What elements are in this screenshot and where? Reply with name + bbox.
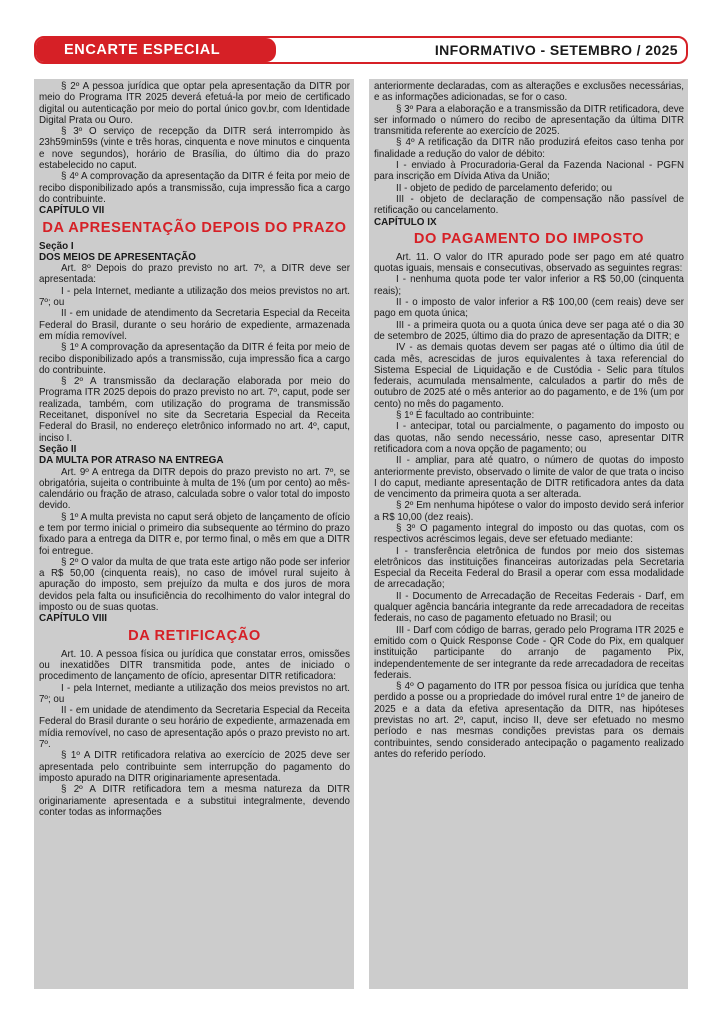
paragraph: II - Documento de Arrecadação de Receitas Federais - Darf, em qualquer agência bancária integrante da rede arrecadadora de receitas federais, no caso de pagamento efetuado no Brasil; ou bbox=[374, 590, 684, 625]
paragraph: Art. 9º A entrega da DITR depois do prazo previsto no art. 7º, se obrigatória, sujeita o contribuinte à multa de 1% (um por cento) ao mês-calendário ou fração de atraso, calculada sobre o valor total do imposto devido. bbox=[39, 466, 350, 512]
left-column bbox=[34, 79, 354, 989]
paragraph: III - objeto de declaração de compensação não passível de retificação ou cancelamento. bbox=[374, 193, 684, 217]
page-header bbox=[34, 36, 688, 64]
right-column bbox=[369, 79, 688, 989]
paragraph: § 2º A DITR retificadora tem a mesma natureza da DITR originariamente apresentada e a substitui integralmente, devendo conter todas as informações bbox=[39, 784, 350, 818]
paragraph: § 3º Para a elaboração e a transmissão da DITR retificadora, deve ser informado o número do recibo de apresentação da última DITR transmitida referente ao exercício de 2025. bbox=[374, 103, 685, 138]
paragraph: II - em unidade de atendimento da Secretaria Especial da Receita Federal do Brasil durante o seu horário de expediente, armazenada em mídia removível, no caso de apresentação após o prazo previsto no art. 7º. bbox=[39, 705, 350, 751]
paragraph: II - objeto de pedido de parcelamento deferido; ou bbox=[396, 182, 613, 194]
chapter-title: DA APRESENTAÇÃO DEPOIS DO PRAZO bbox=[42, 219, 347, 236]
paragraph: § 1º A comprovação da apresentação da DITR é feita por meio de recibo disponibilizado após a transmissão, cuja impressão fica a cargo do contribuinte. bbox=[39, 342, 350, 376]
paragraph: § 3º O pagamento integral do imposto ou das quotas, com os respectivos acréscimos legais, deve ser efetuado mediante: bbox=[374, 522, 684, 546]
paragraph: Art. 8º Depois do prazo previsto no art. 7º, a DITR deve ser apresentada: bbox=[39, 263, 350, 286]
section-heading: DA MULTA POR ATRASO NA ENTREGA bbox=[39, 455, 224, 467]
paragraph: § 4º O pagamento do ITR por pessoa física ou jurídica que tenha perdido a posse ou a propriedade do imóvel rural entre 1º de janeiro de 2025 e a data da efetiva apresentação da DITR, nas hipóteses previstas no art. 2º, caput, inciso II, deve ser efetuado no mesmo período e nas mesmas condições previstas para os demais contribuintes, sendo considerado antecipação o pagamento realizado antes do referido período. bbox=[374, 681, 684, 760]
paragraph: I - nenhuma quota pode ter valor inferior a R$ 50,00 (cinquenta reais); bbox=[374, 274, 684, 297]
paragraph: II - em unidade de atendimento da Secretaria Especial da Receita Federal do Brasil, durante o seu horário de expediente, armazenada em mídia removível. bbox=[39, 308, 350, 342]
chapter-heading: CAPÍTULO VIII bbox=[39, 613, 108, 625]
newsletter-title: INFORMATIVO - SETEMBRO / 2025 bbox=[434, 42, 678, 58]
paragraph: § 4º A retificação da DITR não produzirá efeitos caso tenha por finalidade a redução do valor de débito: bbox=[374, 137, 684, 160]
paragraph: I - enviado à Procuradoria-Geral da Fazenda Nacional - PGFN para inscrição em Dívida Ativa da União; bbox=[374, 160, 684, 183]
paragraph: III - Darf com código de barras, gerado pelo Programa ITR 2025 e emitido com o Quick Response Code - QR Code do Pix, em qualquer instituição participante do arranjo de pagamento Pix, independentemente de ser integrante da rede arrecadadora de receitas federais. bbox=[374, 624, 684, 681]
paragraph: § 2º A pessoa jurídica que optar pela apresentação da DITR por meio do Programa ITR 2025 deverá efetuá-la por meio de certificado digital ou autenticação por meio do portal único gov.br, com Identidade Digital Prata ou Ouro. bbox=[39, 81, 350, 126]
paragraph: I - pela Internet, mediante a utilização dos meios previstos no art. 7º; ou bbox=[39, 285, 350, 309]
paragraph: IV - as demais quotas devem ser pagas até o último dia útil de cada mês, acrescidas de juros equivalentes à taxa referencial do Sistema Especial de Liquidação e de Custódia - Selic para títulos federais, acumulada mensalmente, calculados a partir do mês de outubro de 2025 até o mês anterior ao do pagamento, e de 1% (um por cento) no mês do pagamento. bbox=[374, 342, 684, 410]
paragraph: II - o imposto de valor inferior a R$ 100,00 (cem reais) deve ser pago em quota única; bbox=[374, 297, 684, 320]
paragraph: § 1º A DITR retificadora relativa ao exercício de 2025 deve ser apresentada pelo contribuinte sem interrupção do pagamento do imposto apurado na DITR originariamente apresentada. bbox=[39, 750, 350, 784]
chapter-heading: CAPÍTULO VII bbox=[39, 205, 105, 217]
section-heading: Seção I bbox=[39, 240, 74, 252]
paragraph: anteriormente declaradas, com as alterações e exclusões necessárias, e as informações adicionadas, se for o caso. bbox=[374, 81, 684, 104]
chapter-title: DO PAGAMENTO DO IMPOSTO bbox=[413, 230, 645, 247]
paragraph: § 1º É facultado ao contribuinte: bbox=[396, 410, 535, 422]
paragraph: § 1º A multa prevista no caput será objeto de lançamento de ofício e tem por termo inicial o primeiro dia subsequente ao término do prazo fixado para a entrega da DITR e, por termo final, o mês em que a DITR foi entregue. bbox=[39, 511, 350, 557]
paragraph: § 2º Em nenhuma hipótese o valor do imposto devido será inferior a R$ 10,00 (dez reais). bbox=[374, 500, 684, 523]
paragraph: Art. 11. O valor do ITR apurado pode ser pago em até quatro quotas iguais, mensais e consecutivas, observado as seguintes regras: bbox=[374, 251, 684, 275]
paragraph: I - antecipar, total ou parcialmente, o pagamento do imposto ou das quotas, não sendo necessário, nesse caso, apresentar DITR retificadora com a nova opção de pagamento; ou bbox=[374, 421, 684, 455]
paragraph: I - transferência eletrônica de fundos por meio dos sistemas eletrônicos das instituições financeiras autorizadas pela Secretaria Especial da Receita Federal do Brasil a operar com essa modalidade de arrecadação; bbox=[374, 545, 684, 591]
paragraph: I - pela Internet, mediante a utilização dos meios previstos no art. 7º; ou bbox=[39, 682, 350, 705]
paragraph: § 2º A transmissão da declaração elaborada por meio do Programa ITR 2025 depois do prazo previsto no art. 7º, caput, pode ser realizada, também, com utilização do programa de transmissão Receitanet, disponível no site da Secretaria Especial da Receita Federal do Brasil, no endereço eletrônico informado no art. 4º, caput, inciso I. bbox=[39, 376, 350, 444]
paragraph: § 4º A comprovação da apresentação da DITR é feita por meio de recibo disponibilizado após a transmissão, cuja impressão fica a cargo do contribuinte. bbox=[39, 171, 350, 205]
section-label: ENCARTE ESPECIAL bbox=[36, 38, 276, 62]
paragraph: II - ampliar, para até quatro, o número de quotas do imposto anteriormente previsto, observado o limite de valor de que trata o inciso I do caput, mediante apresentação de DITR retificadora antes da data de vencimento da primeira quota a ser alterada. bbox=[374, 455, 684, 501]
paragraph: § 3º O serviço de recepção da DITR será interrompido às 23h59min59s (vinte e três horas, cinquenta e nove minutos e cinquenta e nove segundos), horário de Brasília, do último dia do prazo estabelecido no caput. bbox=[39, 126, 350, 172]
section-heading: DOS MEIOS DE APRESENTAÇÃO bbox=[39, 251, 196, 263]
paragraph: III - a primeira quota ou a quota única deve ser paga até o dia 30 de setembro de 2025, último dia do prazo de apresentação da DITR; e bbox=[374, 319, 684, 342]
paragraph: Art. 10. A pessoa física ou jurídica que constatar erros, omissões ou inexatidões DITR transmitida pode, antes de iniciado o procedimento de lançamento de ofício, apresentar DITR retificadora: bbox=[39, 648, 350, 683]
section-heading: Seção II bbox=[39, 443, 77, 455]
paragraph: § 2º O valor da multa de que trata este artigo não pode ser inferior a R$ 50,00 (cinquenta reais), no caso de imóvel rural sujeito à apuração do imposto, sem prejuízo da multa e dos juros de mora devidos pela falta ou insuficiência do recolhimento do valor integral do imposto ou de suas quotas. bbox=[39, 556, 350, 614]
chapter-heading: CAPÍTULO IX bbox=[374, 216, 437, 228]
chapter-title: DA RETIFICAÇÃO bbox=[128, 627, 261, 644]
